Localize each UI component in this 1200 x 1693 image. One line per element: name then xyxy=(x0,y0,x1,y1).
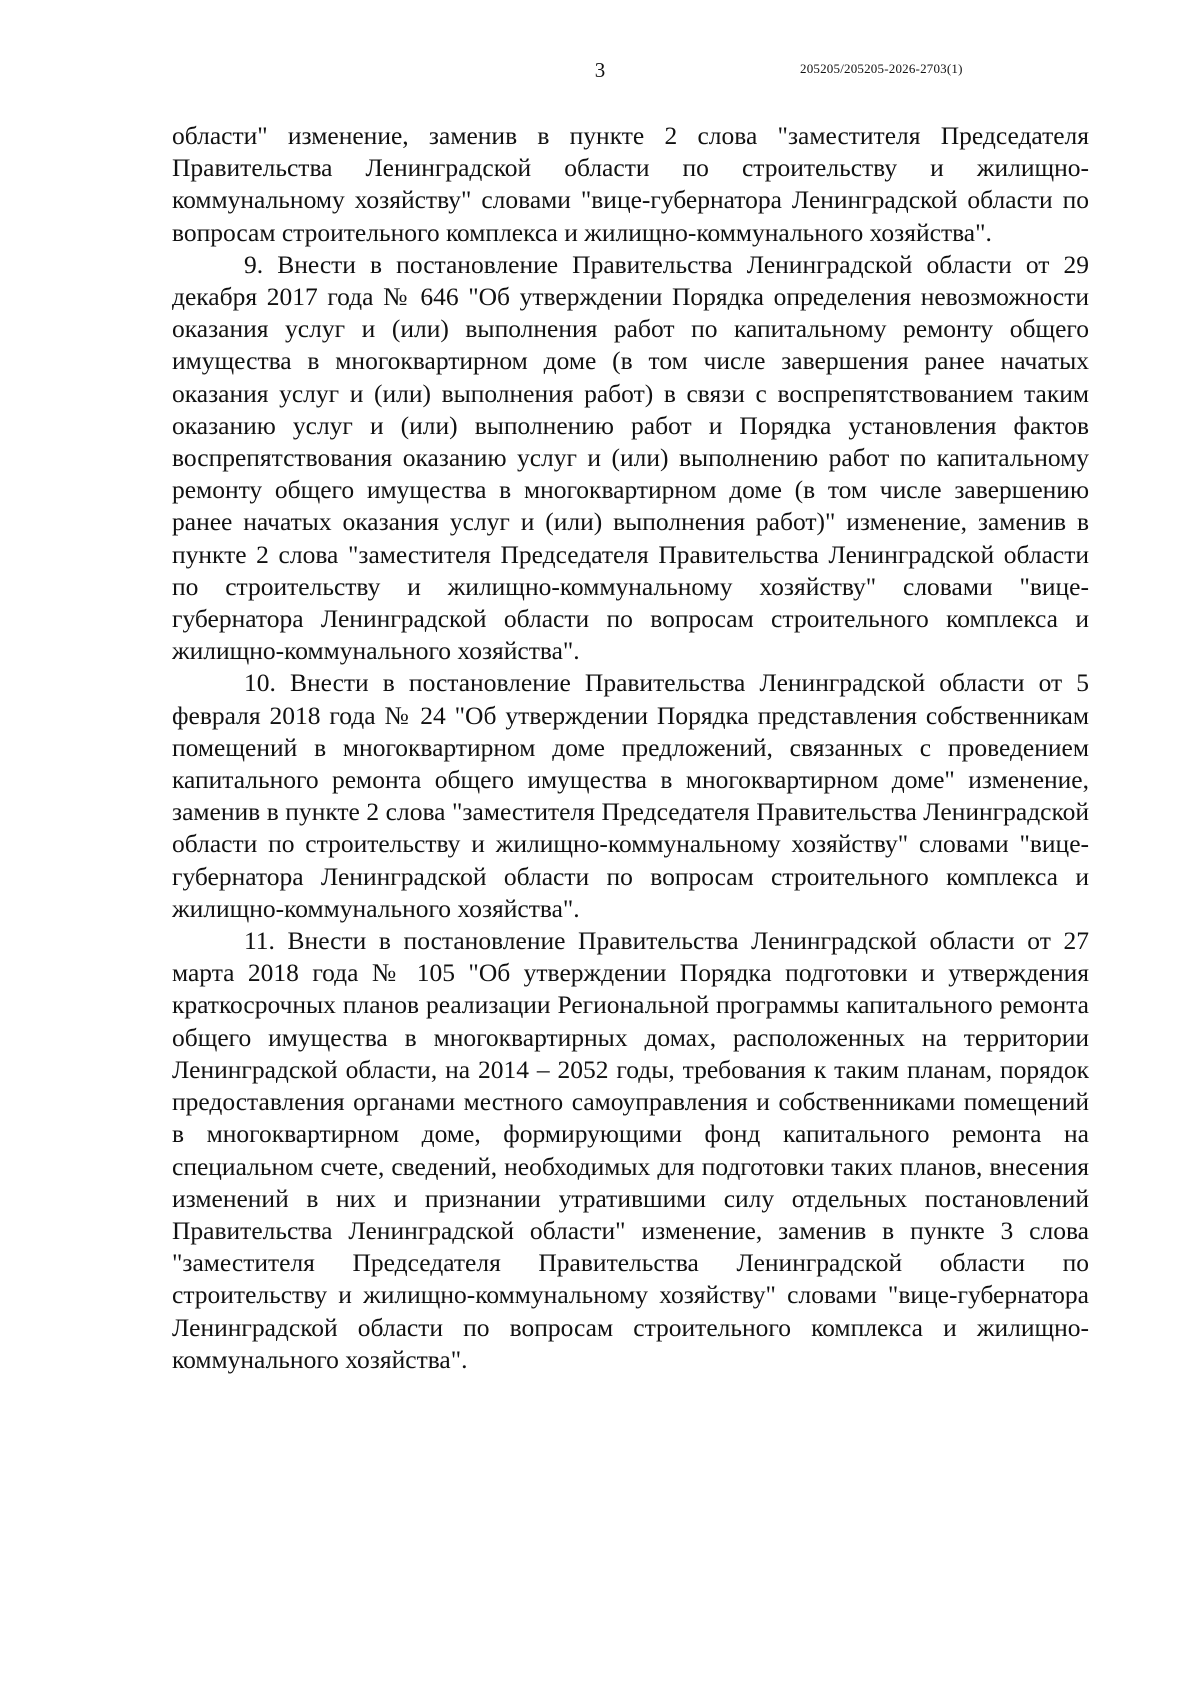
paragraph-item-10: 10. Внести в постановление Правительства Ленинградской области от 5 февраля 2018 года № 24 "Об утверждении Порядка представления собственникам помещений в многоквартирном доме предложений, связанных с проведением капитального ремонта общего имущества в многоквартирном доме" изменение, заменив в пункте 2 слова "заместителя Председателя Правительства Ленинградской области по строительству и жилищно-коммунальному хозяйству" словами "вице-губернатора Ленинградской области по вопросам строительного комплекса и жилищно-коммунального хозяйства". xyxy=(172,668,1089,923)
paragraph-item-9: 9. Внести в постановление Правительства Ленинградской области от 29 декабря 2017 года № 646 "Об утверждении Порядка определения невозможности оказания услуг и (или) выполнения работ по капитальному ремонту общего имущества в многоквартирном доме (в том числе завершения ранее начатых оказания услуг и (или) выполнения работ) в связи с воспрепятствованием таким оказанию услуг и (или) выполнению работ и Порядка установления фактов воспрепятствования оказанию услуг и (или) выполнению работ по капитальному ремонту общего имущества в многоквартирном доме (в том числе завершению ранее начатых оказания услуг и (или) выполнения работ)" изменение, заменив в пункте 2 слова "заместителя Председателя Правительства Ленинградской области по строительству и жилищно-коммунальному хозяйству" словами "вице-губернатора Ленинградской области по вопросам строительного комплекса и жилищно-коммунального хозяйства". xyxy=(172,249,1089,666)
page-number: 3 xyxy=(594,58,606,82)
document-code: 205205/205205-2026-2703(1) xyxy=(800,61,963,76)
paragraph-item-11: 11. Внести в постановление Правительства Ленинградской области от 27 марта 2018 года № 105 "Об утверждении Порядка подготовки и утверждения краткосрочных планов реализации Региональной программы капитального ремонта общего имущества в многоквартирных домах, расположенных на территории Ленинградской области, на 2014 – 2052 годы, требования к таким планам, порядок предоставления органами местного самоуправления и собственниками помещений в многоквартирном доме, формирующими фонд капитального ремонта на специальном счете, сведений, необходимых для подготовки таких планов, внесения изменений в них и признании утратившими силу отдельных постановлений Правительства Ленинградской области" изменение, заменив в пункте 3 слова "заместителя Председателя Правительства Ленинградской области по строительству и жилищно-коммунальному хозяйству" словами "вице-губернатора Ленинградской области по вопросам строительного комплекса и жилищно-коммунального хозяйства". xyxy=(172,926,1089,1374)
paragraph-continuation: области" изменение, заменив в пункте 2 слова "заместителя Председателя Правительства Ленинградской области по строительству и жилищно-коммунальному хозяйству" словами "вице-губернатора Ленинградской области по вопросам строительного комплекса и жилищно-коммунального хозяйства". xyxy=(172,121,1089,247)
document-body xyxy=(172,120,1089,1376)
